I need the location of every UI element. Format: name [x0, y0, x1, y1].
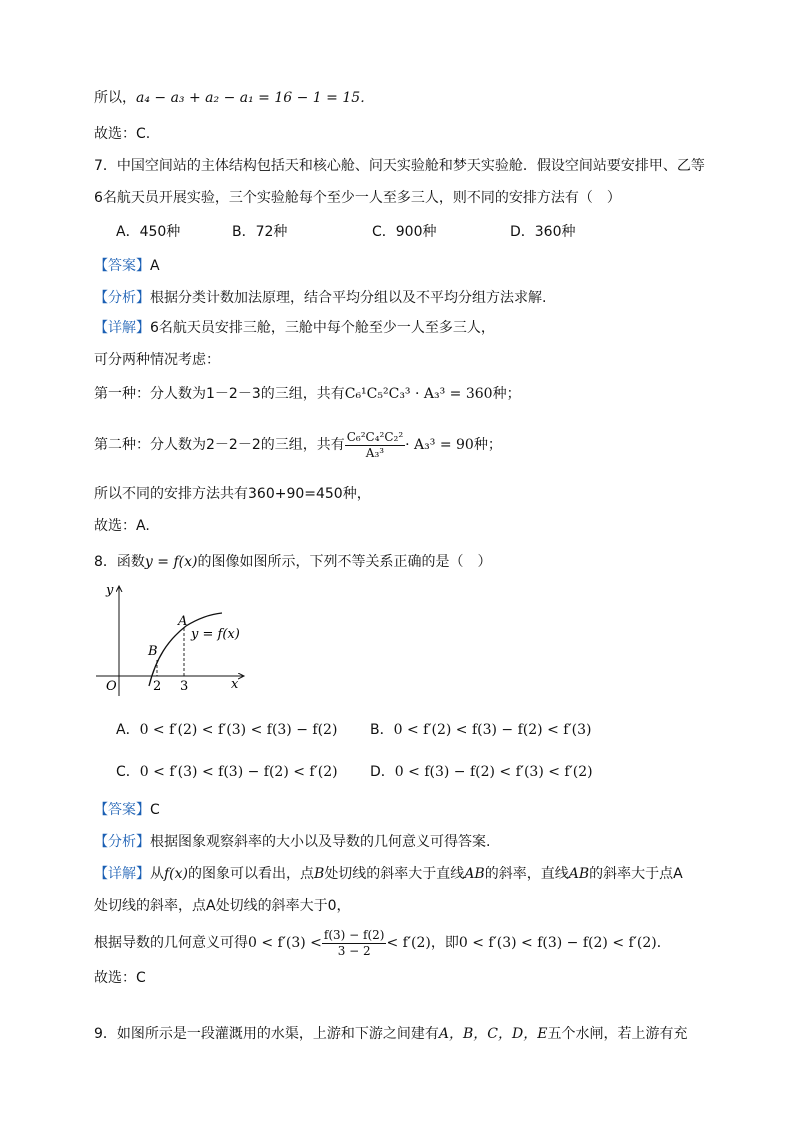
q9-stem: [94, 1024, 687, 1044]
q7-analysis-tag: 【分析】: [94, 290, 150, 306]
q8-detail-line3-left: 0 < f′(3) <: [248, 935, 322, 951]
curve-label: y = f(x): [191, 627, 240, 642]
q7-answer-tag: 【答案】: [94, 258, 150, 274]
q8-detail-b: B: [314, 866, 325, 882]
q9-gates: A，B，C，D，E: [438, 1026, 548, 1042]
point-b-label: B: [148, 644, 158, 659]
q8-stem-prefix: 8．函数: [94, 554, 145, 570]
q8-option-c: [116, 762, 338, 782]
q7-cases-intro: 可分两种情况考虑：: [94, 352, 220, 368]
q8-detail-p3: 处切线的斜率大于直线: [324, 866, 465, 882]
q7-answer: [94, 256, 160, 276]
q7-case1-formula: C₆¹C₅²C₃³ · A₃³ = 360种；: [344, 386, 521, 402]
q8-detail-ab1: AB: [464, 866, 485, 882]
q8-detail-line3-tail: 0 < f′(3) < f(3) − f(2) < f′(2)．: [458, 935, 671, 951]
y-axis-label: y: [106, 583, 114, 598]
q7-analysis: [94, 288, 546, 308]
q7-case1: [94, 384, 521, 404]
q7-stem-line2: 6名航天员开展实验，三个实验舱每个至少一人至多三人，则不同的安排方法有（ ）: [94, 190, 621, 206]
tick-2-label: 2: [153, 679, 162, 694]
q7-option-b: B．72种: [232, 224, 288, 240]
q7-option-a: A．450种: [116, 224, 181, 240]
point-a-label: A: [178, 614, 188, 629]
q7-detail: [94, 318, 495, 338]
q8-analysis-text: 根据图象观察斜率的大小以及导数的几何意义可得答案.: [150, 834, 491, 850]
q8-stem-func: y = f(x): [144, 554, 198, 570]
q8-detail-tag: 【详解】: [94, 866, 150, 882]
q7-detail-text: 6名航天员安排三舱，三舱中每个舱至少一人至多三人，: [150, 320, 495, 336]
q8-detail-p1: 从: [150, 866, 164, 882]
q8-function-graph: [94, 578, 254, 700]
q8-detail-p2: 的图象可以看出，点: [188, 866, 315, 882]
q8-answer-value: C: [150, 802, 160, 818]
q9-stem-suffix: 五个水闸，若上游有充: [547, 1026, 688, 1042]
q8-stem-suffix: 的图像如图所示，下列不等关系正确的是（ ）: [197, 554, 492, 570]
q6-formula: a₄ − a₃ + a₂ − a₁ = 16 − 1 = 15．: [136, 90, 375, 106]
q8-detail-fraction: [322, 928, 387, 959]
q7-total: 所以不同的安排方法共有360+90=450种，: [94, 486, 371, 502]
origin-label: O: [106, 679, 117, 694]
q8-answer-tag: 【答案】: [94, 802, 150, 818]
q7-case2-fraction: [345, 430, 405, 461]
q6-prefix: 所以，: [94, 90, 136, 106]
q8-analysis-tag: 【分析】: [94, 834, 150, 850]
q8-answer: [94, 800, 160, 820]
q6-conclusion: [94, 88, 374, 108]
q8-option-b: [370, 720, 591, 740]
q8-option-b-label: B．: [370, 722, 394, 738]
q8-detail-line3: [94, 926, 671, 960]
q7-stem-line1: 7．中国空间站的主体结构包括天和核心舱、问天实验舱和梦天实验舱．假设空间站要安排甲、乙等: [94, 158, 705, 174]
q8-option-c-label: C．: [116, 764, 140, 780]
q7-detail-tag: 【详解】: [94, 320, 150, 336]
q8-detail-p5: 的斜率大于点A: [589, 866, 683, 882]
x-axis-label: x: [231, 677, 239, 692]
q8-stem: [94, 552, 491, 572]
q8-detail-line3-prefix: 根据导数的几何意义可得: [94, 935, 248, 951]
q7-option-c: C．900种: [372, 224, 437, 240]
tick-3-label: 3: [180, 679, 189, 694]
q8-detail-fx: f(x): [164, 866, 189, 882]
q8-detail: [94, 864, 683, 884]
q7-case2-denominator: A₃³: [365, 445, 385, 460]
q8-detail-ab2: AB: [568, 866, 590, 882]
q8-analysis: [94, 832, 490, 852]
q7-answer-value: A: [150, 258, 160, 274]
q8-detail-p4: 的斜率，直线: [484, 866, 569, 882]
q9-stem-prefix: 9．如图所示是一段灌溉用的水渠，上游和下游之间建有: [94, 1026, 439, 1042]
q8-detail-frac-num: f(3) − f(2): [323, 927, 385, 942]
q7-choose: 故选：A.: [94, 518, 150, 534]
q7-case2-text: 第二种：分人数为2－2－2的三组，共有: [94, 437, 345, 453]
q6-answer: 故选：C.: [94, 126, 151, 142]
q8-detail-line2: 处切线的斜率，点A处切线的斜率大于0，: [94, 898, 351, 914]
q8-option-c-expr: 0 < f′(3) < f(3) − f(2) < f′(2): [139, 764, 338, 780]
q8-option-d-label: D．: [370, 764, 395, 780]
q8-option-d-expr: 0 < f(3) − f(2) < f′(3) < f′(2): [394, 764, 593, 780]
q8-option-d: [370, 762, 593, 782]
q8-option-a: [116, 720, 337, 740]
q8-option-a-label: A．: [116, 722, 140, 738]
q7-case2-tail: · A₃³ = 90种；: [405, 437, 502, 453]
q7-analysis-text: 根据分类计数加法原理，结合平均分组以及不平均分组方法求解.: [150, 290, 547, 306]
q8-detail-line3-right: < f′(2)，即: [386, 935, 459, 951]
q8-detail-frac-den: 3 − 2: [337, 943, 371, 958]
q8-option-a-expr: 0 < f′(2) < f′(3) < f(3) − f(2): [139, 722, 338, 738]
q8-choose: 故选：C: [94, 970, 146, 986]
q7-option-d: D．360种: [510, 224, 576, 240]
q8-option-b-expr: 0 < f′(2) < f(3) − f(2) < f′(3): [393, 722, 592, 738]
q7-case1-text: 第一种：分人数为1－2－3的三组，共有: [94, 386, 345, 402]
q7-case2-numerator: C₆²C₄²C₂²: [346, 429, 404, 444]
q7-case2: [94, 428, 502, 462]
